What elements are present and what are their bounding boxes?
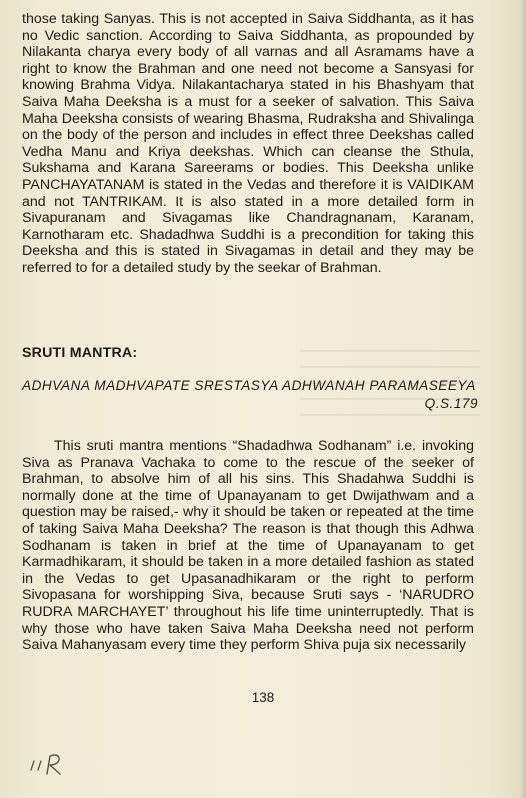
body-paragraph-2: This sruti mantra mentions “Shadadhwa Sodhanam” i.e. invoking Siva as Pranava Vachaka to come to the rescue of the seeker of Brahman, to absolve him of all his sins. This Shadahwa Suddhi is normally done at the time of Upanayanam to get Dwijathwam and a question may be raised,- why it should be taken or repeated at the time of taking Saiva Maha Deeksha? The reason is that though this Adhwa Sodhanam is taken in brief at the time of Upanayanam to get Karmadhikaram, it should be taken in a more detailed fashion as stated in the Vedas to get Upasanadhikaram or the right to perform Sivopasana for worshipping Siva, because Sruti says - ‘NARUDRO RUDRA MARCHAYET’ throughout his life time uninterruptedly. That is why those who have taken Saiva Maha Deeksha need not perform Saiva Mahanyasam every time they perform Shiva puja six necessarily [22, 438, 474, 654]
page-edge-shadow [520, 0, 526, 798]
page-number: 138 [251, 690, 275, 705]
body-paragraph-1: those taking Sanyas. This is not accepted in Saiva Siddhanta, as it has no Vedic sanction. According to Saiva Siddhanta, as propounded by Nilakanta charya every body of all varnas and all Asramams have a right to know the Brahman and one need not become a Sansyasi for knowing Brahma Vidya. Nilakantacharya stated in his Bhashyam that Saiva Maha Deeksha is a must for a seeker of salvation. This Saiva Maha Deeksha consists of wearing Bhasma, Rudraksha and Shivalinga on the body of the person and includes in effect three Deekshas called Vedha Manu and Kriya deekshas. Which can cleanse the Sthula, Sukshama and Karana Sareerams or bodies. This Deeksha unlike PANCHAYATANAM is stated in the Vedas and therefore it is VAIDIKAM and not TANTRIKAM. It is also stated in a more detailed form in Sivapuranam and Sivagamas like Chandragnanam, Karanam, Karnotharam etc. Shadadhwa Suddhi is a precondition for taking this Deeksha and this is stated in Sivagamas in detail and they may be referred to for a detailed study by the seekar of Brahman. [22, 11, 474, 276]
handwritten-note [28, 750, 70, 776]
mantra-text: ADHVANA MADHVAPATE SRESTASYA ADHWANAH PARAMASEEYA [22, 378, 476, 393]
mantra-reference: Q.S.179 [424, 396, 478, 411]
section-heading: SRUTI MANTRA: [22, 345, 138, 361]
